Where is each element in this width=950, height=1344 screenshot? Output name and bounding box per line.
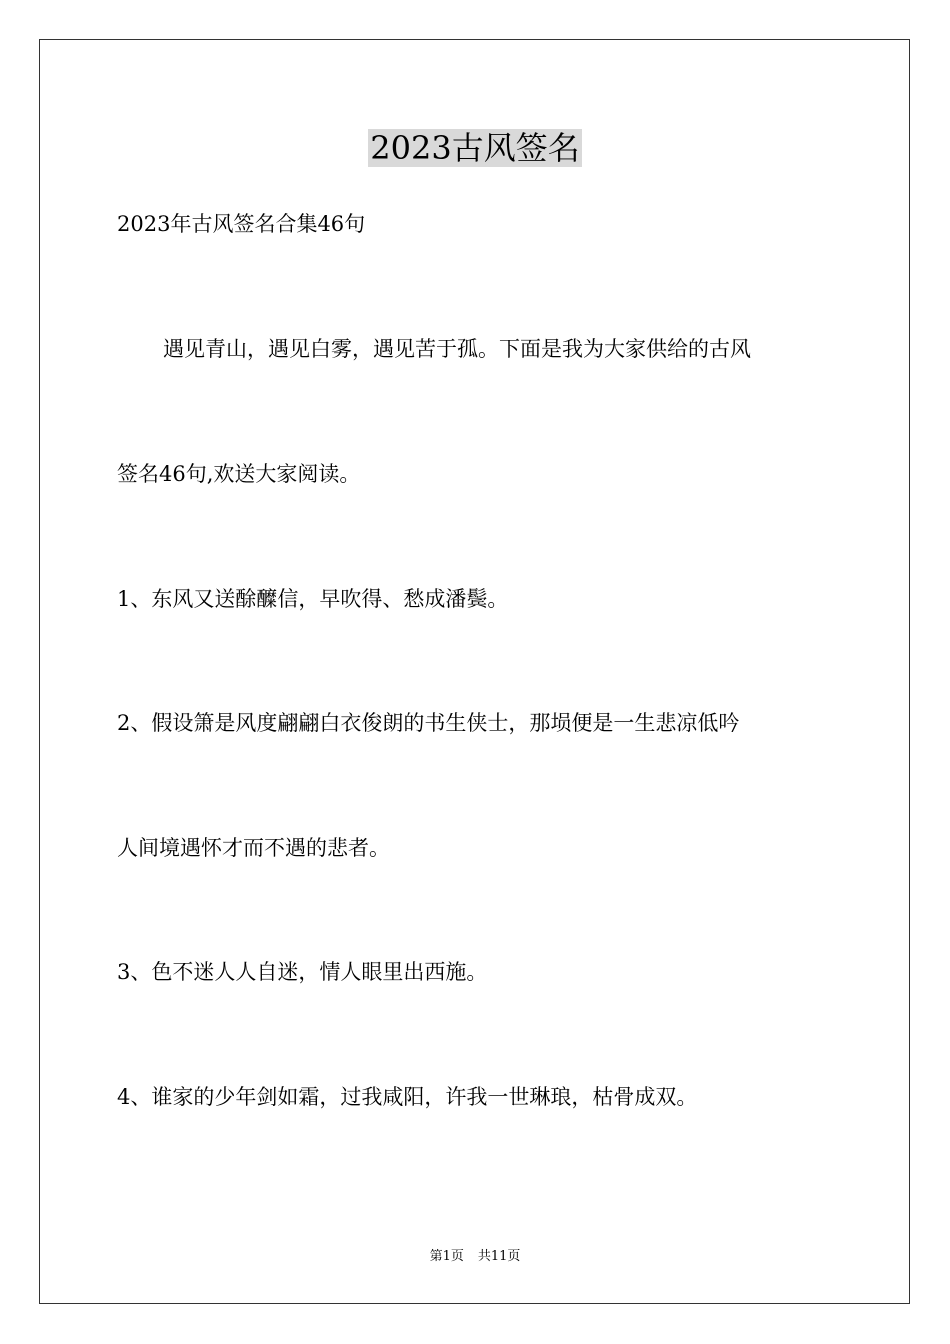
document-subtitle: 2023年古风签名合集46句 bbox=[117, 212, 366, 236]
list-item: 2、假设箫是风度翩翩白衣俊朗的书生侠士，那埙便是一生悲凉低吟 bbox=[117, 711, 740, 735]
list-item: 4、谁家的少年剑如霜，过我咸阳，许我一世琳琅，枯骨成双。 bbox=[117, 1085, 698, 1109]
document-title-text: 2023古风签名 bbox=[370, 129, 580, 167]
page-footer bbox=[0, 1248, 950, 1266]
document-title bbox=[0, 128, 950, 168]
list-item: 3、色不迷人人自迷，情人眼里出西施。 bbox=[117, 960, 488, 984]
intro-paragraph-line-1: 遇见青山，遇见白雾，遇见苦于孤。下面是我为大家供给的古风 bbox=[163, 337, 751, 361]
list-item: 1、东风又送酴醾信，早吹得、愁成潘鬓。 bbox=[117, 587, 509, 611]
list-item-continuation: 人间境遇怀才而不遇的悲者。 bbox=[117, 836, 390, 860]
intro-paragraph-line-2: 签名46句,欢送大家阅读。 bbox=[117, 462, 361, 486]
page-number: 第1页 bbox=[429, 1249, 464, 1264]
page-total: 共11页 bbox=[477, 1249, 521, 1264]
